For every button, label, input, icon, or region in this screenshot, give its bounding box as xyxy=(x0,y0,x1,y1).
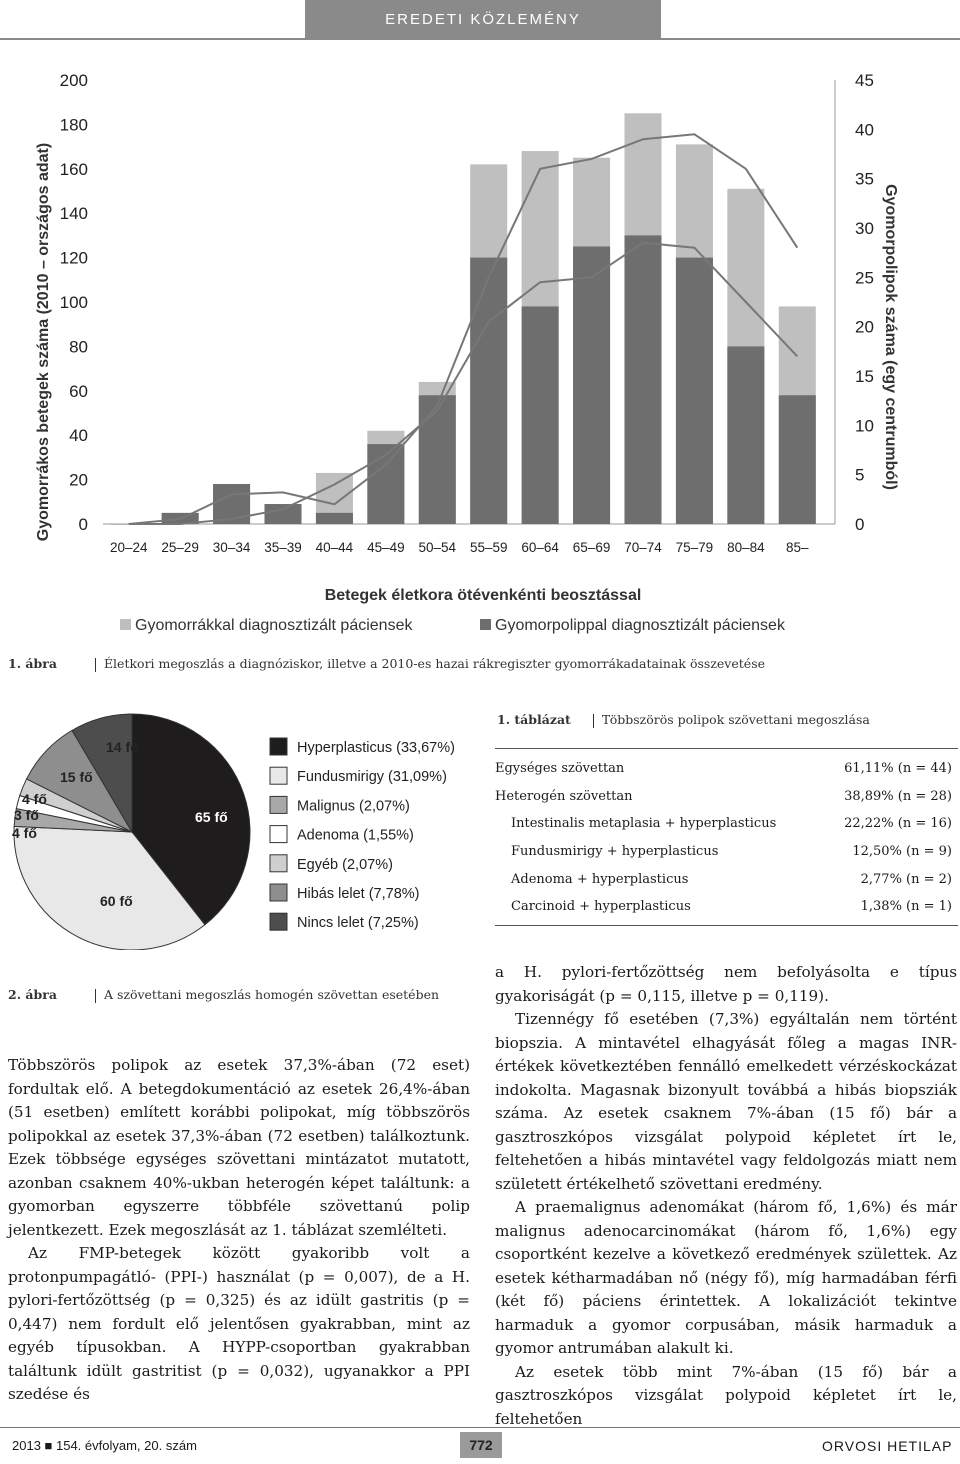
body-right-column xyxy=(495,961,957,1431)
figure2-label: 2. ábra xyxy=(8,987,57,1002)
table-cell-label: Egységes szövettan xyxy=(495,761,625,777)
y2-tick-label: 20 xyxy=(855,317,874,337)
footer-rule xyxy=(0,1427,960,1428)
y-tick-label: 200 xyxy=(59,71,88,90)
table-row xyxy=(495,755,958,783)
histology-table xyxy=(495,748,958,926)
figure1-text: Életkori megoszlás a diagnóziskor, illetve a 2010-es hazai rákregiszter gyomorrákadatainak összevetése xyxy=(103,656,766,671)
table-cell-label: Intestinalis metaplasia + hyperplasticus xyxy=(511,816,777,832)
paragraph: A praemalignus adenomákat (három fő, 1,6%) és már malignus adenocarcinomákat (három fő, 1,6%) egy csoportként kezelve a következő eredmények születtek. Az esetek kétharmadában nő (négy fő), míg harmadában férfi (két fő) páciens érintettek. A lokalizációt tekintve harmaduk a gyomor corpusában, másik harmaduk a gyomor antrumában alakult ki. xyxy=(495,1198,957,1357)
y2-tick-label: 5 xyxy=(855,465,865,485)
legend-swatch xyxy=(270,796,287,813)
legend-swatch xyxy=(270,884,287,901)
table-cell-label: Heterogén szövettan xyxy=(495,788,633,804)
legend-label: Hyperplasticus (33,67%) xyxy=(297,740,455,756)
legend-swatch-cancer xyxy=(120,619,131,630)
figure2-text: A szövettani megoszlás homogén szövettan esetében xyxy=(103,987,440,1002)
x-tick-label: 25–29 xyxy=(161,540,199,555)
table-cell-value: 1,38% (n = 1) xyxy=(860,899,952,915)
x-tick-label: 50–54 xyxy=(418,540,457,555)
y-tick-label: 40 xyxy=(69,426,88,446)
histology-pie-chart xyxy=(0,700,480,950)
bar-gastric-polyp xyxy=(470,258,507,524)
pie-slice-label: 15 fő xyxy=(60,769,93,785)
pie-slice-label: 65 fő xyxy=(195,809,228,825)
bar-gastric-polyp xyxy=(522,306,559,524)
table-cell-value: 38,89% (n = 28) xyxy=(844,788,952,804)
y-tick-label: 160 xyxy=(59,159,88,179)
y-tick-label: 120 xyxy=(59,248,88,268)
y-axis-label: Gyomorrákos betegek száma (2010 – országos adat) xyxy=(35,142,52,542)
paragraph: Az esetek több mint 7%-ában (15 fő) bár a gasztroszkópos vizsgálat polypoid képletet írt le, feltehetően xyxy=(495,1362,957,1428)
y-tick-label: 60 xyxy=(69,381,88,401)
caption-divider xyxy=(95,658,96,672)
table-cell-value: 22,22% (n = 16) xyxy=(844,816,952,832)
y2-axis-label: Gyomorpolipok száma (egy centrumból) xyxy=(882,184,899,490)
figure1-label: 1. ábra xyxy=(8,656,57,671)
table-row xyxy=(495,810,958,838)
bar-gastric-polyp xyxy=(419,395,456,524)
y-tick-label: 20 xyxy=(69,470,88,490)
bar-gastric-polyp xyxy=(316,513,353,524)
bar-gastric-polyp xyxy=(727,346,764,524)
paragraph: Az FMP-betegek között gyakoribb volt a protonpumpagátló- (PPI-) használat (p = 0,007), de a H. pylori-fertőzöttség (p = 0,325) és az idült gastritis (p = 0,447) nem fordult elő jelentősen gyakrabban, mint az egyéb típusokban. A HYPP-csoportban gyakrabban találtunk idült gastritist (p = 0,032), ugyanakkor a PPI szedése és xyxy=(8,1244,470,1403)
legend-label: Fundusmirigy (31,09%) xyxy=(297,769,447,786)
y-tick-label: 100 xyxy=(59,293,88,312)
y2-tick-label: 0 xyxy=(855,515,865,534)
y2-tick-label: 40 xyxy=(855,120,874,140)
x-tick-label: 60–64 xyxy=(521,540,559,555)
y2-tick-label: 30 xyxy=(855,219,874,238)
y-tick-label: 180 xyxy=(59,115,88,135)
x-axis-label: Betegek életkora ötévenkénti beosztással xyxy=(324,587,642,604)
table-cell-value: 61,11% (n = 44) xyxy=(844,761,952,777)
table-row xyxy=(495,783,958,811)
legend-swatch xyxy=(270,767,287,784)
y2-tick-label: 35 xyxy=(855,169,874,189)
x-tick-label: 35–39 xyxy=(264,540,302,555)
table-row xyxy=(495,838,958,866)
pie-slice-label: 3 fő xyxy=(14,807,39,823)
footer-issue: 2013 ■ 154. évfolyam, 20. szám xyxy=(12,1438,197,1453)
y-tick-label: 80 xyxy=(69,337,88,357)
table1-label: 1. táblázat xyxy=(497,712,571,727)
journal-name: ORVOSI HETILAP xyxy=(822,1438,953,1454)
table-row xyxy=(495,865,958,893)
figure1-caption xyxy=(8,656,765,672)
legend-swatch xyxy=(270,855,287,872)
age-distribution-chart xyxy=(0,40,960,645)
bar-gastric-polyp xyxy=(573,247,610,525)
bar-gastric-polyp xyxy=(213,484,250,524)
legend-label: Adenoma (1,55%) xyxy=(297,827,414,844)
bar-gastric-polyp xyxy=(779,395,816,524)
y2-tick-label: 45 xyxy=(855,71,874,90)
pie-slice-label: 60 fő xyxy=(100,893,133,909)
y2-tick-label: 10 xyxy=(855,416,874,436)
bar-gastric-polyp xyxy=(624,235,661,524)
body-left-column xyxy=(8,1054,470,1407)
legend-label: Malignus (2,07%) xyxy=(297,798,410,815)
table-cell-label: Fundusmirigy + hyperplasticus xyxy=(511,844,719,860)
x-tick-label: 40–44 xyxy=(315,540,354,555)
table1-caption xyxy=(497,712,870,728)
bar-gastric-polyp xyxy=(676,258,713,524)
legend-label-polyp: Gyomorpolippal diagnosztizált páciensek xyxy=(495,617,785,634)
y-tick-label: 140 xyxy=(59,204,88,224)
caption-divider xyxy=(593,714,594,728)
y2-tick-label: 25 xyxy=(855,268,874,288)
pie-slice-label: 4 fő xyxy=(12,825,37,841)
paragraph: a H. pylori-fertőzöttség nem befolyásolta e típus gyakoriságát (p = 0,115, illetve p = 0,119). xyxy=(495,963,957,1005)
legend-swatch xyxy=(270,826,287,843)
x-tick-label: 45–49 xyxy=(367,540,405,555)
legend-label: Hibás lelet (7,78%) xyxy=(297,886,420,902)
page-number: 772 xyxy=(460,1432,502,1458)
legend-swatch xyxy=(270,738,287,755)
table1-text: Többszörös polipok szövettani megoszlása xyxy=(601,712,870,727)
paragraph: Tizennégy fő esetében (7,3%) egyáltalán nem történt biopszia. A mintavétel elhagyását főleg a magas INR-értékek következtében fennálló emelkedett vérzéskockázat indokolta. Magasnak bizonyult továbbá a hibás biopsziák száma. Az esetek csaknem 7%-ában (15 fő) bár a gasztroszkópos vizsgálat polypoid képletet írt le, feltehetően a hibás mintavétel vagy feldolgozás miatt nem született értékelhető szövettani eredmény. xyxy=(495,1010,957,1193)
table-cell-value: 2,77% (n = 2) xyxy=(860,871,952,887)
legend-swatch-polyp xyxy=(480,619,491,630)
x-tick-label: 75–79 xyxy=(675,540,714,555)
y-tick-label: 0 xyxy=(78,515,88,534)
x-tick-label: 20–24 xyxy=(109,540,148,555)
table-cell-label: Adenoma + hyperplasticus xyxy=(511,871,689,887)
figure2-caption xyxy=(8,987,439,1003)
section-header: EREDETI KÖZLEMÉNY xyxy=(305,0,661,38)
pie-slice-label: 14 fő xyxy=(106,739,139,755)
table-cell-value: 12,50% (n = 9) xyxy=(852,844,952,860)
caption-divider xyxy=(95,989,96,1003)
legend-label: Egyéb (2,07%) xyxy=(297,856,393,873)
legend-swatch xyxy=(270,913,287,930)
y2-tick-label: 15 xyxy=(855,367,874,386)
x-tick-label: 70–74 xyxy=(624,540,662,555)
x-tick-label: 30–34 xyxy=(212,540,251,555)
legend-label: Nincs lelet (7,25%) xyxy=(297,915,419,932)
x-tick-label: 85– xyxy=(786,540,809,555)
bar-gastric-polyp xyxy=(264,504,301,524)
paragraph: Többszörös polipok az esetek 37,3%-ában (72 eset) fordultak elő. A betegdokumentáció az esetek 26,4%-ában (51 esetben) említett korábbi polipokat, míg többszörös polipokkal az esetek 37,3%-ában (72 esetben) találkoztunk. Ezek többsége egységes szövettani mintázatot mutatott, azonban csaknem 40%-ukban heterogén képet találtunk: a gyomorban egyszerre többféle szövettanú polip jelentkezett. Ezek megoszlását az 1. táblázat szemlélteti. xyxy=(8,1056,470,1239)
x-tick-label: 80–84 xyxy=(727,540,765,555)
table-row xyxy=(495,893,958,921)
x-tick-label: 55–59 xyxy=(469,540,508,555)
pie-slice-label: 4 fő xyxy=(22,791,47,807)
table-cell-label: Carcinoid + hyperplasticus xyxy=(511,899,691,915)
x-tick-label: 65–69 xyxy=(572,540,611,555)
legend-label-cancer: Gyomorrákkal diagnosztizált páciensek xyxy=(135,617,413,634)
